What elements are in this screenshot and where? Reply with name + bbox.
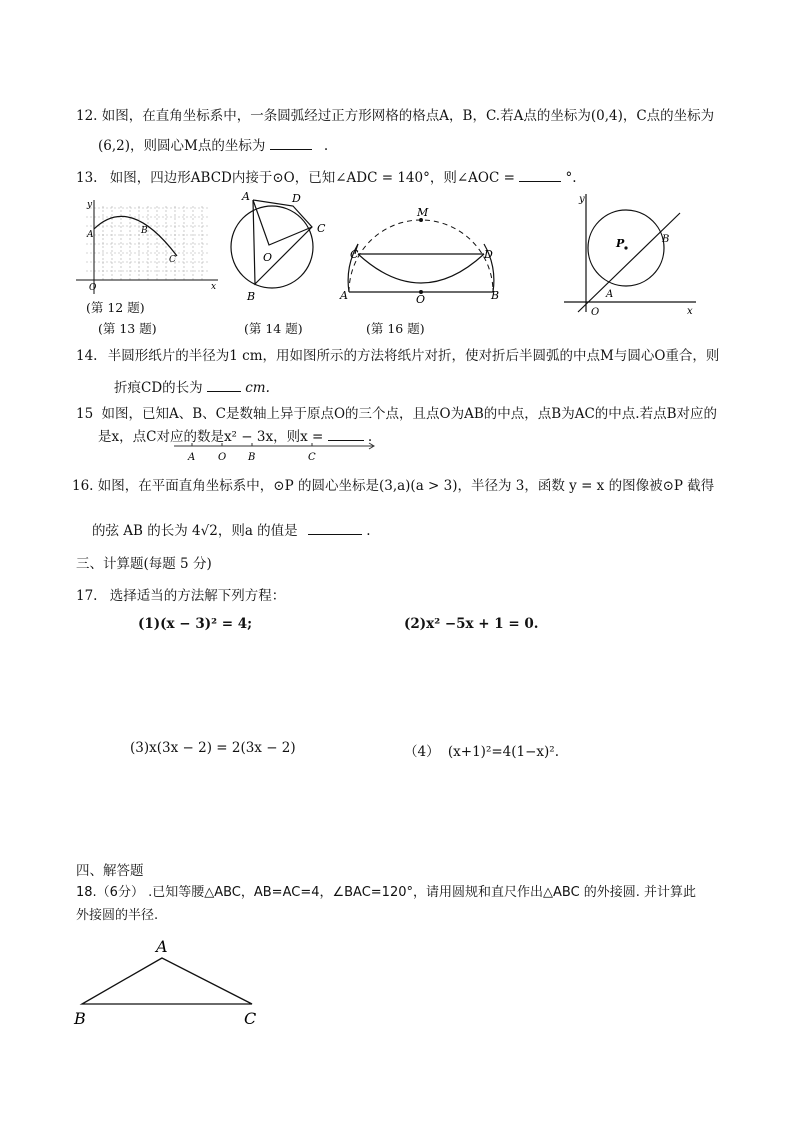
q17-part4-number: （4） bbox=[404, 744, 440, 760]
grid-label-o: O bbox=[89, 283, 97, 293]
q18-fig-label-b: B bbox=[74, 1009, 86, 1028]
q16-line2 bbox=[92, 519, 371, 539]
q17-part4-equation: (x+1)²=4(1−x)². bbox=[447, 744, 560, 760]
figure-grid bbox=[72, 194, 222, 298]
caption-fig13: (第 13 题) bbox=[98, 321, 157, 336]
grid-label-b: B bbox=[141, 226, 148, 236]
q14-line1 bbox=[76, 344, 719, 364]
q17-text: 选择适当的方法解下列方程： bbox=[109, 588, 286, 604]
q16-text-line1: 如图，在平面直角坐标系中，⊙P 的圆心坐标是(3,a)(a > 3)，半径为 3，函数 y = x 的图像被⊙P 截得 bbox=[97, 478, 715, 494]
q16-fig-label-a: A bbox=[606, 289, 614, 300]
q17-part2: (2)x² −5x + 1 = 0. bbox=[404, 616, 539, 632]
grid-label-c: C bbox=[169, 255, 176, 265]
grid-label-a: A bbox=[87, 230, 94, 240]
section3-title: 三、计算题(每题 5 分) bbox=[76, 556, 212, 572]
grid-label-y: y bbox=[87, 200, 93, 210]
figure-circle-q13 bbox=[214, 188, 334, 306]
q14-fig-label-c: C bbox=[350, 248, 359, 261]
q15-number: 15 bbox=[76, 406, 94, 422]
q16-fig-label-p: P bbox=[616, 237, 625, 250]
figure-triangle-q18 bbox=[70, 936, 270, 1030]
figure-circle-q16 bbox=[556, 190, 706, 320]
caption-fig16: (第 16 题) bbox=[366, 321, 425, 336]
q17-part1: (1)(x − 3)² = 4; bbox=[138, 616, 253, 632]
caption-fig12: (第 12 题) bbox=[86, 300, 145, 315]
q16-text-line2: 的弦 AB 的长为 4√2，则a 的值是 bbox=[92, 523, 298, 539]
figure-semicircle-q14 bbox=[338, 204, 504, 304]
q16-fig-label-o: O bbox=[591, 307, 600, 318]
q15-period: . bbox=[367, 429, 373, 445]
q14-fig-label-o: O bbox=[416, 293, 426, 304]
q13-fig-label-o: O bbox=[263, 251, 273, 264]
q14-number: 14. bbox=[76, 348, 98, 364]
q14-fig-label-b: B bbox=[491, 289, 500, 302]
q15-axis-c: C bbox=[308, 452, 316, 463]
q16-period: . bbox=[366, 523, 371, 539]
q14-unit: cm. bbox=[245, 380, 270, 396]
q15-axis-o: O bbox=[218, 452, 227, 463]
q15-text-line1: 如图，已知A、B、C是数轴上异于原点O的三个点，且点O为AB的中点，点B为AC的中点.若点B对应的 bbox=[101, 406, 717, 422]
q18-line1: 18.（6分） .已知等腰△ABC，AB=AC=4，∠BAC=120°，请用圆规和直尺作出△ABC 的外接圆. 并计算此 bbox=[76, 885, 697, 900]
q18-line2: 外接圆的半径. bbox=[76, 908, 159, 923]
q12-text-line2: (6,2)，则圆心M点的坐标为 bbox=[98, 138, 266, 154]
section4-title: 四、解答题 bbox=[76, 863, 144, 879]
q13-fig-label-c: C bbox=[317, 222, 326, 235]
q13-line bbox=[76, 166, 577, 186]
q14-fig-label-m: M bbox=[417, 206, 429, 219]
q12-number: 12. bbox=[76, 108, 98, 124]
caption-fig14: (第 14 题) bbox=[244, 321, 303, 336]
q13-fig-label-d: D bbox=[292, 192, 301, 205]
q12-text-line1: 如图，在直角坐标系中，一条圆弧经过正方形网格的格点A，B，C.若A点的坐标为(0,4)，C点的坐标为 bbox=[101, 108, 715, 124]
q13-degree: °. bbox=[565, 170, 577, 186]
grid-arc bbox=[94, 216, 177, 256]
grid-label-x: x bbox=[211, 282, 217, 292]
q15-line1 bbox=[76, 402, 717, 422]
q15-axis-b: B bbox=[248, 452, 256, 463]
q17-part3: (3)x(3x − 2) = 2(3x − 2) bbox=[130, 740, 296, 756]
q16-fig-label-x: x bbox=[687, 306, 693, 317]
q13-answer-blank[interactable] bbox=[519, 169, 561, 182]
q13-number: 13. bbox=[76, 170, 98, 186]
q17-part4 bbox=[404, 740, 559, 760]
q13-fig-label-a: A bbox=[242, 190, 250, 203]
q14-fig-label-a: A bbox=[340, 289, 348, 302]
q17-prompt bbox=[76, 584, 285, 604]
q16-fig-label-y: y bbox=[579, 194, 585, 205]
q12-line1 bbox=[76, 104, 714, 124]
q14-line2 bbox=[114, 376, 270, 396]
q17-number: 17. bbox=[76, 588, 98, 604]
q15-number-line bbox=[170, 440, 380, 464]
q15-axis-a: A bbox=[188, 452, 196, 463]
q12-line2 bbox=[98, 134, 328, 154]
q12-answer-blank[interactable] bbox=[270, 137, 312, 150]
q18-fig-label-c: C bbox=[244, 1009, 257, 1028]
q16-line1 bbox=[72, 474, 714, 494]
q15-text-line2: 是x，点C对应的数是x² − 3x，则x = bbox=[98, 429, 324, 445]
q14-answer-blank[interactable] bbox=[207, 379, 241, 392]
q12-period: . bbox=[323, 138, 329, 154]
q16-answer-blank[interactable] bbox=[308, 522, 362, 535]
q13-fig-label-b: B bbox=[247, 290, 256, 303]
q14-fig-label-d: D bbox=[484, 248, 493, 261]
q14-text-line2: 折痕CD的长为 bbox=[114, 380, 203, 396]
q18-fig-label-a: A bbox=[156, 937, 168, 956]
q16-number: 16. bbox=[72, 478, 94, 494]
q13-text: 如图，四边形ABCD内接于⊙O，已知∠ADC = 140°，则∠AOC = bbox=[109, 170, 515, 186]
q16-fig-label-b: B bbox=[662, 234, 670, 245]
q14-text-line1: 半圆形纸片的半径为1 cm，用如图所示的方法将纸片对折，使对折后半圆弧的中点M与圆心O重合，则 bbox=[107, 348, 720, 364]
